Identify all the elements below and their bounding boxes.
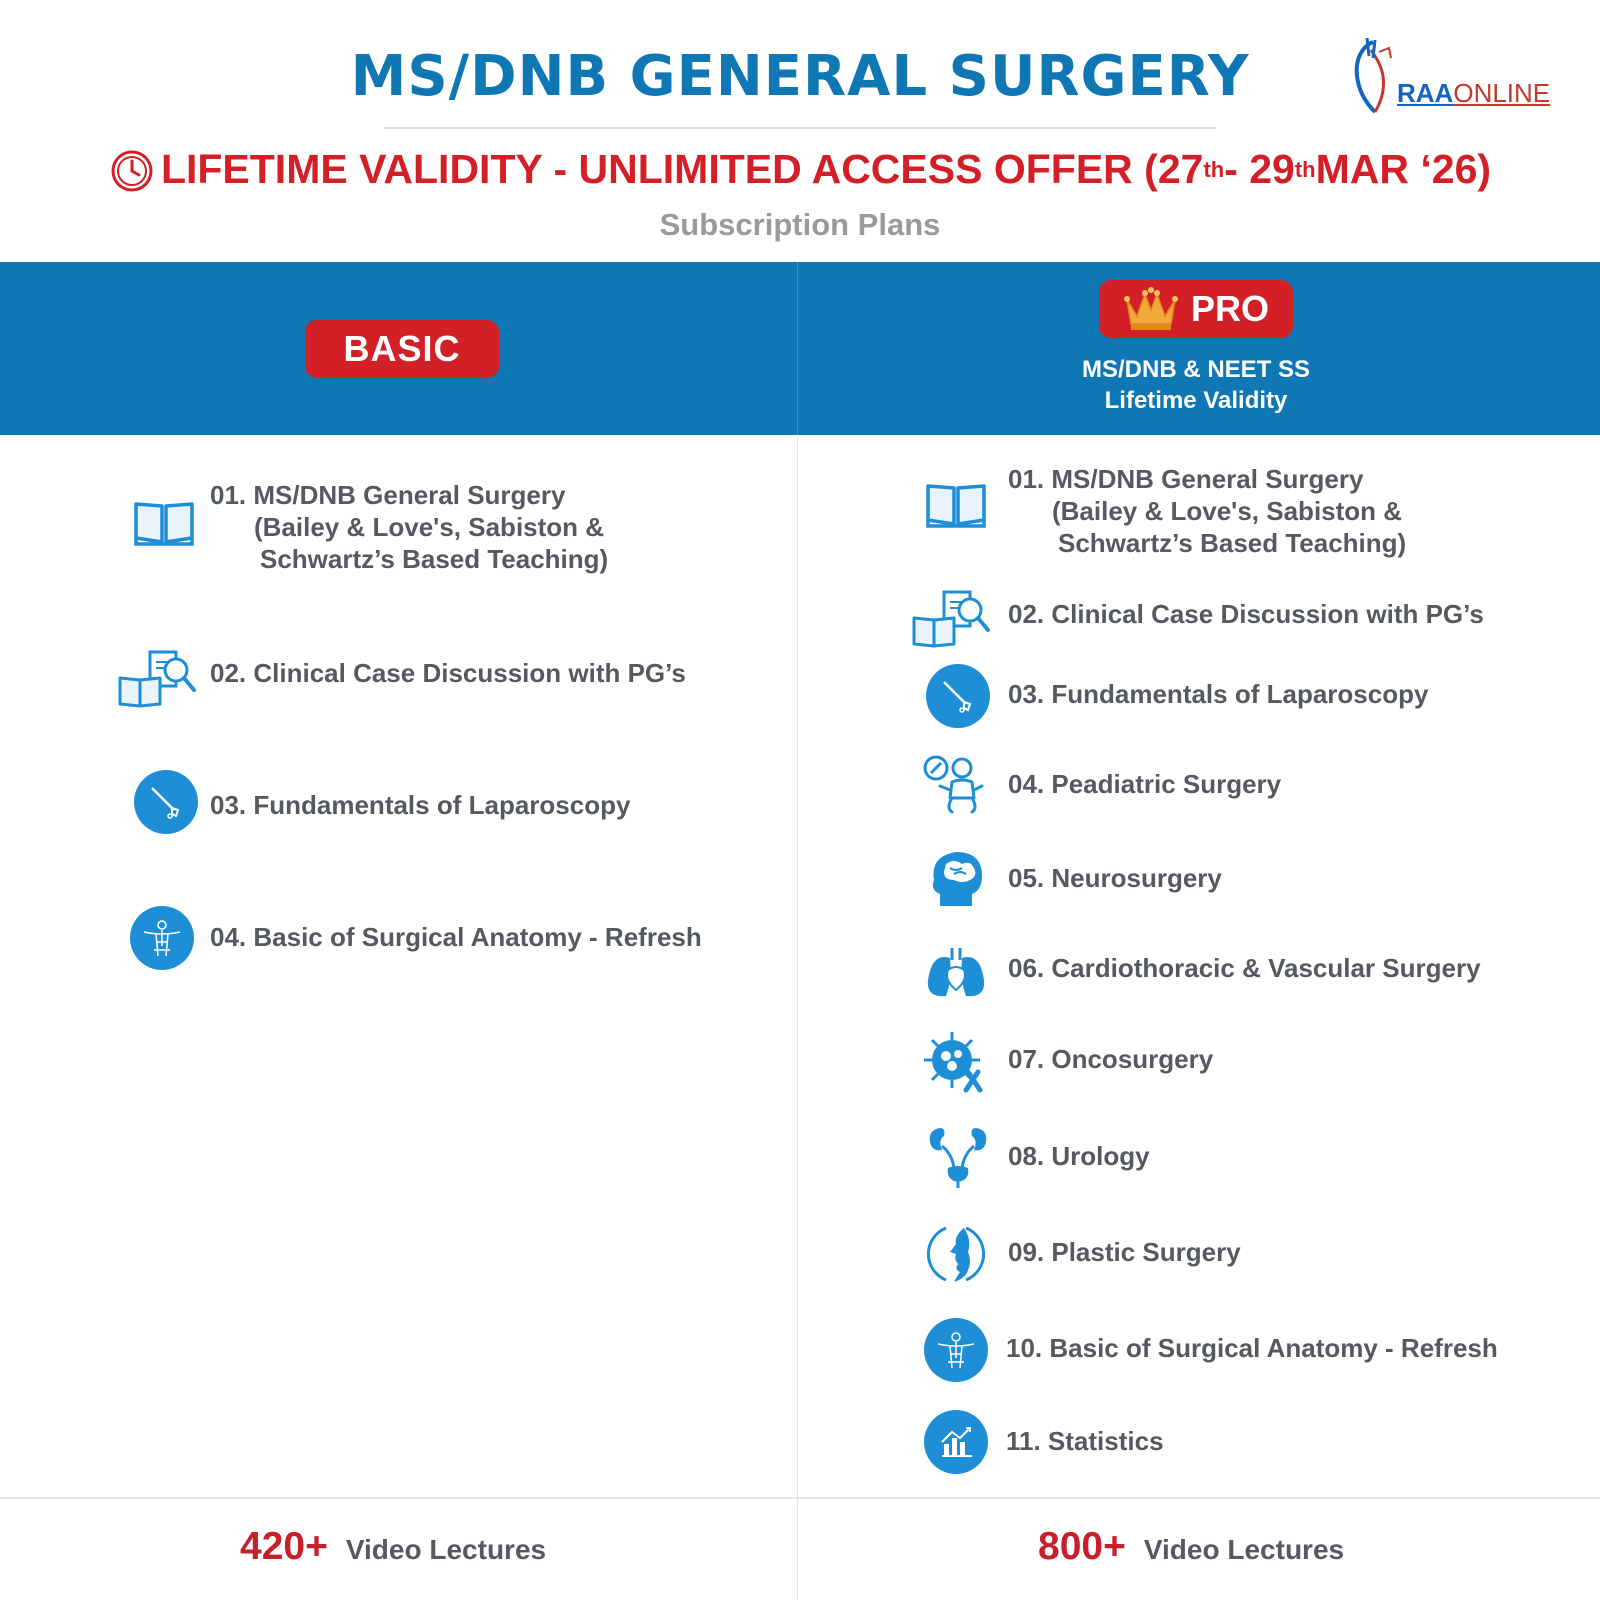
laparoscope-icon bbox=[926, 664, 990, 728]
logo-online: ONLINE bbox=[1453, 78, 1551, 108]
basic-feature-1-line-3: Schwartz’s Based Teaching) bbox=[260, 544, 609, 574]
pro-feature-2-line-1: 02. Clinical Case Discussion with PG’s bbox=[1008, 599, 1484, 629]
offer-text-mid: - 29 bbox=[1224, 146, 1295, 192]
page-title: MS/DNB GENERAL SURGERY bbox=[350, 44, 1250, 109]
pro-feature-4-line-1: 04. Peadiatric Surgery bbox=[1008, 769, 1282, 799]
offer-text-end: MAR ‘26) bbox=[1315, 146, 1492, 192]
column-divider bbox=[797, 435, 798, 1600]
pro-feature-6-line-1: 06. Cardiothoracic & Vascular Surgery bbox=[1008, 953, 1481, 983]
offer-sup-2: th bbox=[1294, 156, 1316, 182]
basic-feature-1-line-2: (Bailey & Love's, Sabiston & bbox=[254, 512, 605, 542]
case-study-icon bbox=[910, 588, 990, 652]
footer-divider bbox=[0, 1497, 1600, 1499]
basic-footer bbox=[240, 1525, 546, 1569]
basic-feature-2-line-1: 02. Clinical Case Discussion with PG’s bbox=[210, 658, 686, 688]
header bbox=[0, 0, 1600, 262]
pro-feature-1-line-1: 01. MS/DNB General Surgery bbox=[1008, 464, 1364, 494]
heart-logo-icon bbox=[1345, 36, 1405, 118]
basic-lecture-label: Video Lectures bbox=[345, 1534, 547, 1565]
book-icon bbox=[132, 488, 196, 552]
bar-chart-icon bbox=[924, 1410, 988, 1474]
pro-plan-badge[interactable] bbox=[1099, 280, 1293, 338]
pro-lecture-count: 800+ bbox=[1038, 1525, 1126, 1568]
logo-text bbox=[1397, 78, 1550, 109]
cancer-cell-icon bbox=[922, 1030, 986, 1094]
anatomy-icon bbox=[924, 1318, 988, 1382]
heart-lungs-icon bbox=[924, 940, 988, 1004]
baby-icon bbox=[922, 754, 986, 818]
pro-feature-8-line-1: 08. Urology bbox=[1008, 1141, 1150, 1171]
pro-feature-5-line-1: 05. Neurosurgery bbox=[1008, 863, 1222, 893]
basic-plan-badge[interactable]: BASIC bbox=[305, 320, 499, 378]
offer-banner bbox=[0, 146, 1600, 193]
pro-subtitle-line2: Lifetime Validity bbox=[1104, 387, 1288, 414]
pro-feature-1-line-3: Schwartz’s Based Teaching) bbox=[1058, 528, 1407, 558]
case-study-icon bbox=[116, 648, 196, 712]
brain-icon bbox=[926, 846, 990, 910]
book-icon bbox=[924, 470, 988, 534]
pro-feature-11-line-1: 11. Statistics bbox=[1006, 1426, 1164, 1456]
pro-feature-9-line-1: 09. Plastic Surgery bbox=[1008, 1237, 1241, 1267]
crown-icon bbox=[1123, 286, 1179, 332]
pro-feature-7-line-1: 07. Oncosurgery bbox=[1008, 1044, 1214, 1074]
pro-feature-10-line-1: 10. Basic of Surgical Anatomy - Refresh bbox=[1006, 1333, 1498, 1363]
plans-header-band bbox=[0, 262, 1600, 435]
raaonline-logo bbox=[1345, 36, 1551, 118]
basic-lecture-count: 420+ bbox=[240, 1525, 328, 1568]
offer-sup-1: th bbox=[1203, 156, 1225, 182]
pro-lecture-label: Video Lectures bbox=[1143, 1534, 1345, 1565]
basic-feature-3-line-1: 03. Fundamentals of Laparoscopy bbox=[210, 790, 631, 820]
subscription-subtitle: Subscription Plans bbox=[659, 207, 941, 242]
offer-text: LIFETIME VALIDITY - UNLIMITED ACCESS OFFER (27 bbox=[160, 146, 1204, 192]
pro-footer bbox=[1038, 1525, 1344, 1569]
anatomy-icon bbox=[130, 906, 194, 970]
laparoscope-icon bbox=[134, 770, 198, 834]
pro-feature-1-line-2: (Bailey & Love's, Sabiston & bbox=[1052, 496, 1403, 526]
pro-badge-label: PRO bbox=[1190, 288, 1269, 329]
pro-plan-subtitle bbox=[980, 354, 1412, 416]
face-profile-icon bbox=[924, 1222, 988, 1286]
band-divider bbox=[797, 262, 798, 435]
pro-subtitle-line1: MS/DNB & NEET SS bbox=[1081, 356, 1311, 383]
pro-feature-3-line-1: 03. Fundamentals of Laparoscopy bbox=[1008, 679, 1429, 709]
clock-icon bbox=[109, 147, 155, 193]
basic-feature-1-line-1: 01. MS/DNB General Surgery bbox=[210, 480, 566, 510]
logo-raa: RAA bbox=[1397, 78, 1454, 108]
basic-feature-4-line-1: 04. Basic of Surgical Anatomy - Refresh bbox=[210, 922, 702, 952]
kidney-icon bbox=[926, 1124, 990, 1188]
title-divider bbox=[384, 127, 1216, 129]
